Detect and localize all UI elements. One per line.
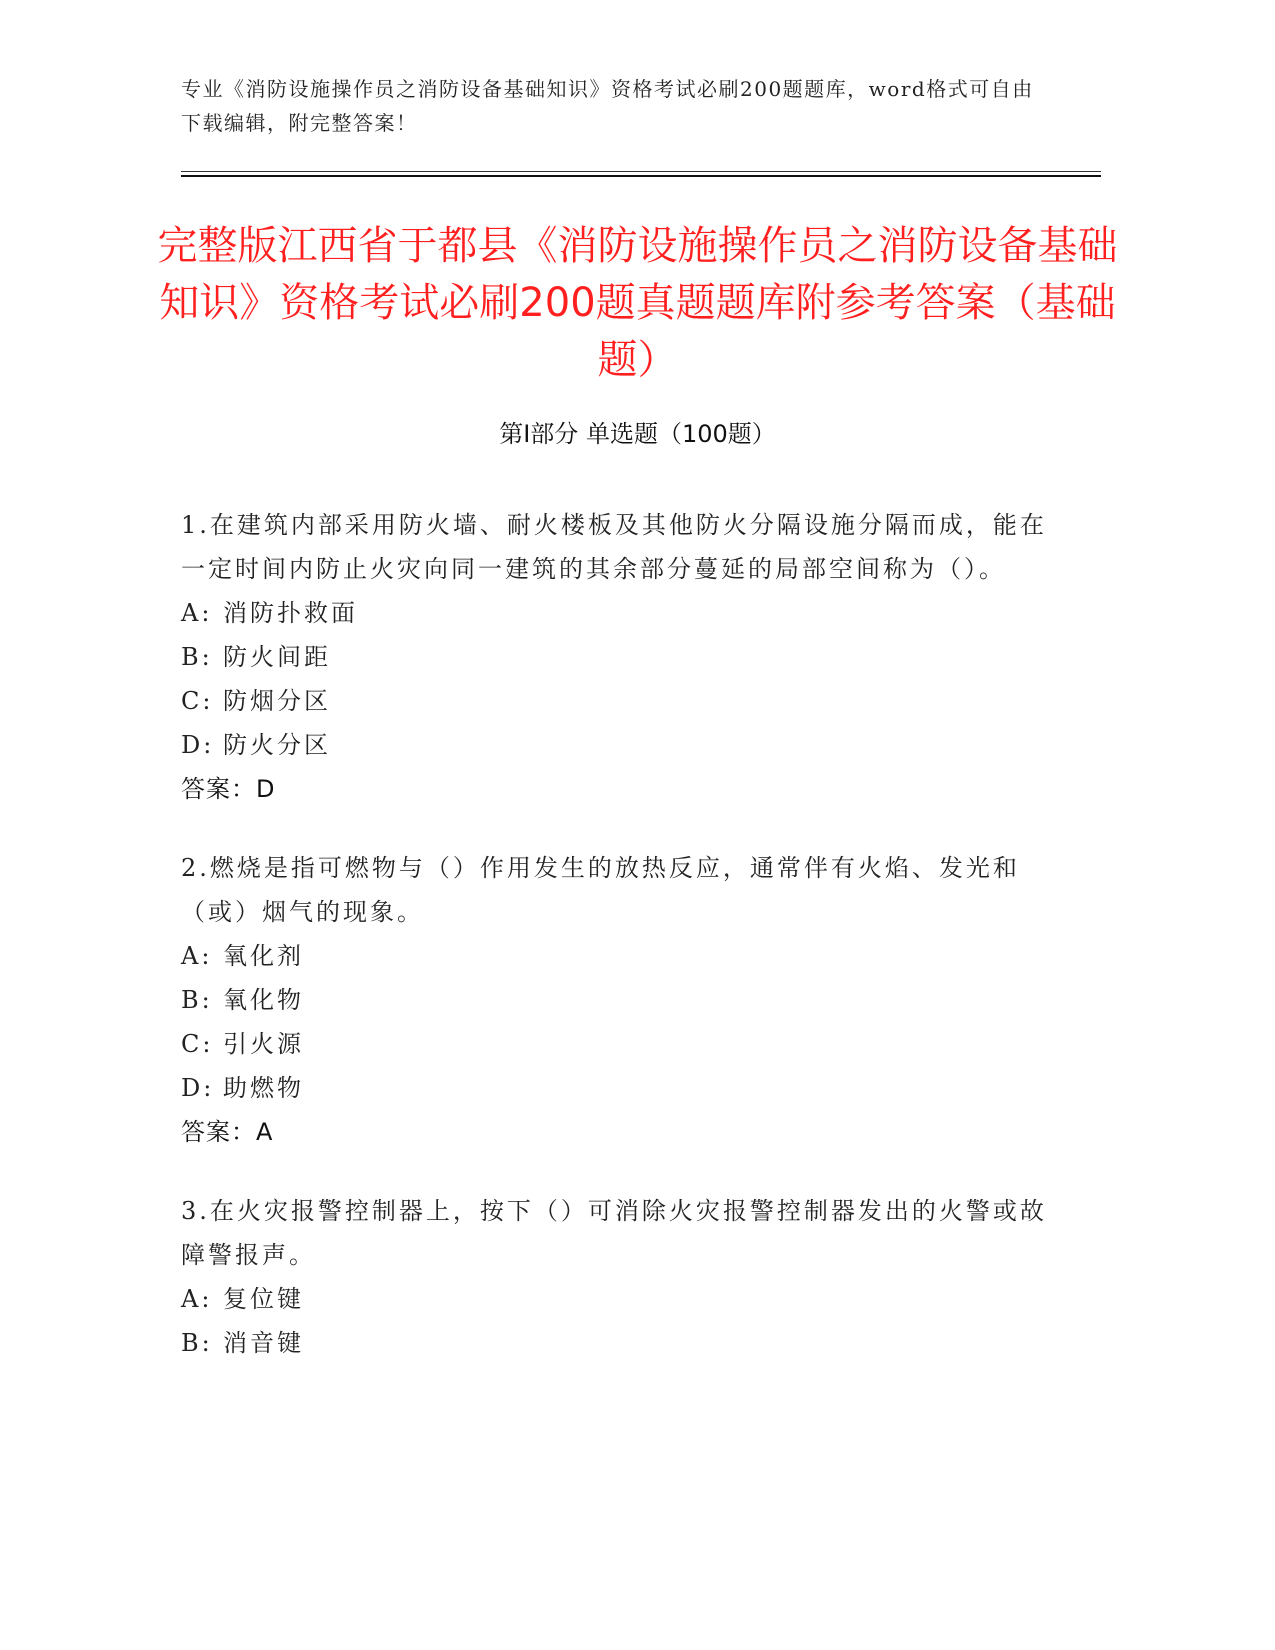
section-heading: 第Ⅰ部分 单选题（100题）: [499, 420, 776, 448]
option-b: [181, 978, 1061, 1022]
option-text: 防火间距: [223, 643, 331, 671]
document-title: 完整版江西省于都县《消防设施操作员之消防设备基础知识》资格考试必刷200题真题题库附参考答案（基础题）: [157, 223, 1118, 383]
option-d: [181, 1066, 1061, 1110]
option-text: 防烟分区: [223, 687, 331, 715]
question-list: [181, 503, 1061, 1400]
option-text: 消音键: [223, 1329, 304, 1357]
option-letter: B:: [181, 1329, 213, 1357]
option-letter: D:: [181, 731, 215, 759]
header-rule-thin: [181, 171, 1101, 172]
option-letter: A:: [181, 1285, 213, 1313]
option-letter: B:: [181, 986, 213, 1014]
option-c: [181, 679, 1061, 723]
answer-line: 答案：A: [181, 1118, 274, 1146]
header-note: 专业《消防设施操作员之消防设备基础知识》资格考试必刷200题题库，word格式可自由下载编辑，附完整答案！: [181, 77, 1034, 135]
option-b: [181, 635, 1061, 679]
option-letter: A:: [181, 599, 213, 627]
option-text: 引火源: [223, 1030, 304, 1058]
option-text: 复位键: [223, 1285, 304, 1313]
option-d: [181, 723, 1061, 767]
option-a: [181, 1277, 1061, 1321]
question-1: [181, 503, 1061, 811]
option-a: [181, 591, 1061, 635]
option-letter: A:: [181, 942, 213, 970]
question-stem: 1.在建筑内部采用防火墙、耐火楼板及其他防火分隔设施分隔而成，能在一定时间内防止火灾向同一建筑的其余部分蔓延的局部空间称为（）。: [181, 511, 1047, 583]
option-text: 氧化剂: [223, 942, 304, 970]
answer-line: 答案：D: [181, 775, 276, 803]
option-letter: C:: [181, 1030, 214, 1058]
option-text: 消防扑救面: [223, 599, 358, 627]
option-b: [181, 1321, 1061, 1365]
question-3: [181, 1189, 1061, 1365]
option-letter: C:: [181, 687, 214, 715]
question-stem: 2.燃烧是指可燃物与（）作用发生的放热反应，通常伴有火焰、发光和（或）烟气的现象。: [181, 854, 1020, 926]
option-text: 氧化物: [223, 986, 304, 1014]
option-letter: D:: [181, 1074, 215, 1102]
question-stem: 3.在火灾报警控制器上，按下（）可消除火灾报警控制器发出的火警或故障警报声。: [181, 1197, 1047, 1269]
question-2: [181, 846, 1061, 1154]
header-rule-thick: [181, 175, 1101, 177]
option-c: [181, 1022, 1061, 1066]
option-a: [181, 934, 1061, 978]
option-text: 助燃物: [223, 1074, 304, 1102]
option-text: 防火分区: [223, 731, 331, 759]
option-letter: B:: [181, 643, 213, 671]
